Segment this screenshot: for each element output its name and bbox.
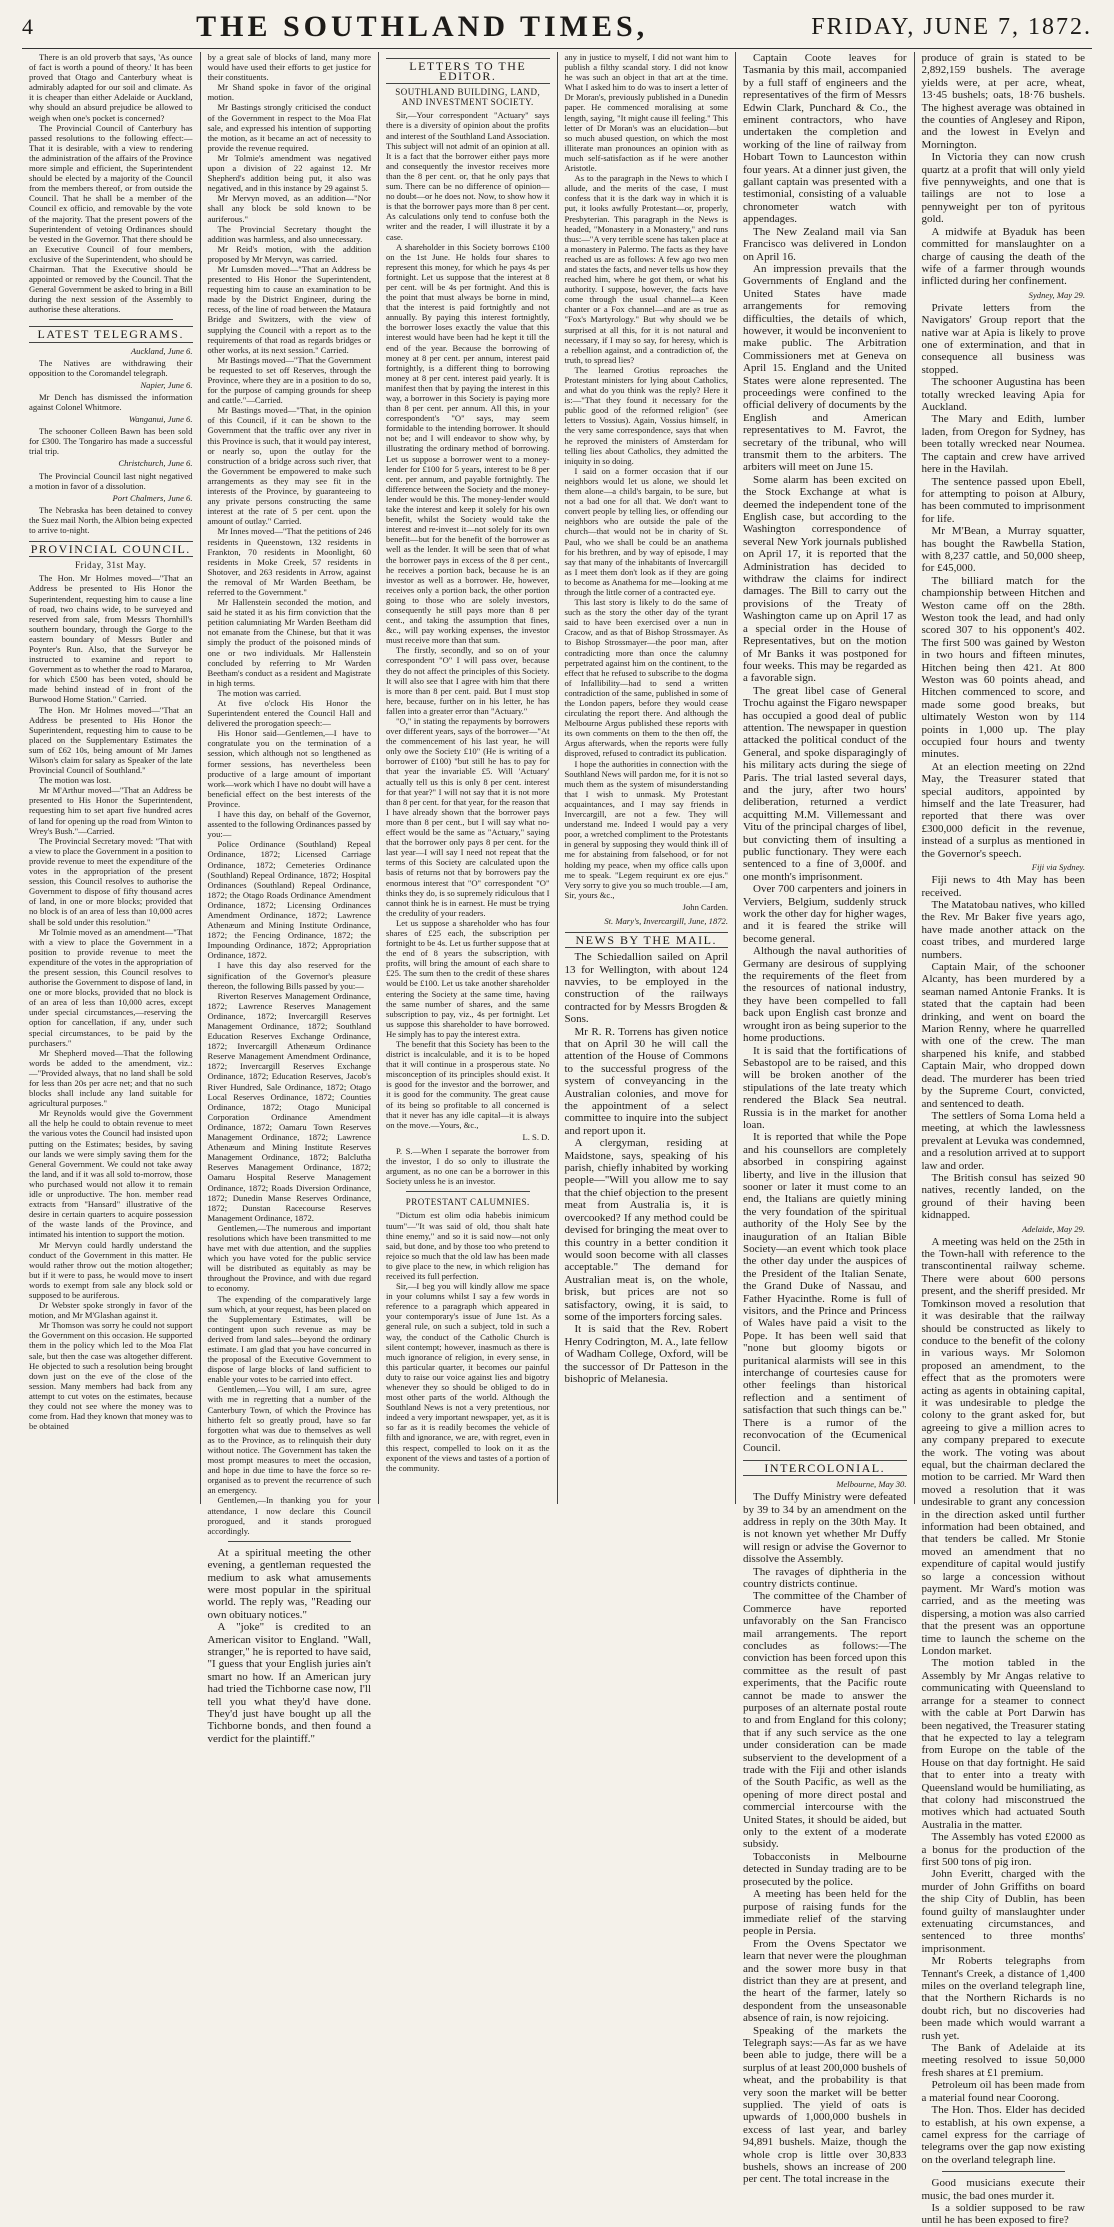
column-6 — [915, 52, 1093, 2227]
paragraph: Some alarm has been excited on the Stock Exchange at what is deemed the independent tone of the English case, but according to the Washington correspondence of several New York journals published on April 17, it is reported that the Administration has decided to withdraw the claims for indirect damages. The Bill to carry out the provisions of the Treaty of Washington came up on April 17 as a special order in the House of Representatives, but on the motion of Mr Banks it was postponed for four weeks. This may be regarded as a favorable sign. — [743, 473, 907, 685]
paragraph: The Duffy Ministry were defeated by 39 to 34 by an amendment on the address in reply on the 30th May. It is not known yet whether Mr Duffy will resign or advise the Governor to dissolve the Assembly. — [743, 1491, 907, 1566]
paragraph: In Victoria they can now crush quartz at a profit that will only yield five pennyweights, and one that is tailings are not to lose a pennyweight per ton of pyritous gold. — [921, 151, 1085, 226]
paragraph: Mr Reid's motion, with the addition proposed by Mr Mervyn, was carried. — [207, 243, 371, 264]
paragraph: It is reported that while the Pope and his counsellors are completely absorbed in conspiring against liberty, and live in the illusion that sooner or later it must come to an end, the Italians are quietly mining the very foundation of the spiritual authority of the Holy See by the inauguration of an Italian Bible Society—an event which took place the other day under the auspices of the President of the Italian Senate, the Grand Duke of Nassau, and Father Hyacinthe. Rome is full of visitors, and the Prince and Princess of Wales have paid a visit to the Pope. It has been well said that "none but gloomy bigots or puritanical alarmists will see in this interchange of courtesies cause for other feelings than historical reflection and a sentiment of satisfaction that such things can be." There is a rumor of the reconvocation of the Œcumenical Council. — [743, 1131, 907, 1454]
paragraph: The Bank of Adelaide at its meeting resolved to issue 50,000 fresh shares at £1 premium. — [921, 2042, 1085, 2079]
paragraph: Mr Thomson was sorry he could not support the Government on this occasion. He supported them in the policy which led to the Moa Flat sale, but then the case was altogether different. He objected to such a resolution being brought down just on the eve of the close of the session. Many members had back from any attempt to cut votes on the estimates, because they could not see where the money was to come from. Had they known that money was to be obtained — [29, 1320, 193, 1432]
paragraph: I have this day, on behalf of the Governor, assented to the following Ordinances passed by you:— — [207, 809, 371, 840]
signature: L. S. D. — [522, 1131, 550, 1142]
letter-subject: PROTESTANT CALUMNIES. — [405, 1197, 530, 1208]
paragraph: Gentlemen,—In thanking you for your attendance, I now declare this Council prorogued, and it stands prorogued accordingly. — [207, 1495, 371, 1536]
letter-subject: SOUTHLAND BUILDING, LAND, AND INVESTMENT SOCIETY. — [395, 87, 541, 108]
paragraph: Mr M'Bean, a Murray squatter, has bought the Rawbella Station, with 8,237 cattle, and 50,000 sheep, for £45,000. — [921, 525, 1085, 575]
paragraph: produce of grain is stated to be 2,892,159 bushels. The average yields were, at per acre, wheat, 13·45 bushels; oats, 18·76 bushels. The highest average was obtained in the counties of Anglesey and Ripon, and the lowest in Evelyn and Mornington. — [921, 52, 1085, 151]
divider — [49, 319, 173, 320]
paragraph: by a great sale of blocks of land, many more would have used their efforts to get justice for their constituents. — [207, 52, 371, 83]
paragraph: The schooner Colleen Bawn has been sold for £300. The Tongariro has made a successful trial trip. — [29, 426, 193, 457]
paragraph: The settlers of Soma Loma held a meeting, at which the lawlessness prevalent at Levuka was condemned, and a resolution arrived at to support law and order. — [921, 1109, 1085, 1172]
paragraph: Sir,—I beg you will kindly allow me space in your columns whilst I say a few words in reference to a paragraph which appeared in your contemporary's issue of June 1st. As a general rule, on such a subject, told in such a way, the conduct of the Catholic Church is silent contempt; however, inasmuch as there is much ignorance of religion, in every sense, in this particular quarter, it becomes our painful duty to raise our voice against lies and bigotry whenever they so should be obliged to do in most other parts of the world. Although the Southland News is not a very pretentious, nor indeed a very important newspaper, yet, as it is so far as it is readily becomes the vehicle of filth and ignorance, we are, with regret, even in this respect, compelled to look on it as the exponent of the views and tastes of a portion of the community. — [386, 1281, 550, 1473]
dateline: St. Mary's, Invercargill, June, 1872. — [604, 915, 728, 926]
paragraph: The Hon. Mr Holmes moved—"That an Address be presented to His Honor the Superintendent, requesting him to cause to be placed on the Supplementary Estimates the sum of £62 10s, being amount of Mr James Wilson's claim for salary as Speaker of the late Provincial Council of Southland." — [29, 704, 193, 776]
column-1 — [22, 52, 201, 1504]
paragraph: The expending of the comparatively large sum which, at your request, has been placed on the Supplementary Estimates, will be contingent upon such revenue as may be derived from land sales—beyond the ordinary estimate. I am glad that you have concurred in the proposal of the Executive Government to dispose of large blocks of land sufficient to enable your votes to be carried into effect. — [207, 1293, 371, 1385]
paragraph: Sir,—Your correspondent "Actuary" says there is a diversity of opinion about the profits and interest of the Southland Land Association. This subject will not admit of an opinion at all. It is a fact that the borrower either pays more and consequently the investor receives more than the 8 per cent. or, that he only pays that sum. There can be no difference of opinion—no doubt—or he does not. Now, to show how it is that the borrower pays more than 8 per cent. As calculations only tend to confuse both the writer and the reader, I will illustrate it by a case. — [386, 110, 550, 242]
paragraph: Mr Tolmie moved as an amendment—"That with a view to place the Government in a position to provide revenue to meet the expenditure of the votes in the appropriation of the present session, this Council resolves to authorise the Government to dispose of land, in one or more blocks, provided that no block is of an area of less than 10,000 acres, except under special circumstances,—reserving the option for cancellation, if any, under such special circumstances, to be paid by the purchasers." — [29, 926, 193, 1048]
page-number: 4 — [22, 14, 33, 39]
paragraph: A meeting was held on the 25th in the Town-hall with reference to the transcontinental railway scheme. There were about 600 persons present, and the sheriff presided. Mr Tomkinson moved a resolution that it was desirable that the railway should be constructed as likely to conduce to the benefit of the colony in various ways. Mr Solomon proposed an amendment, to the effect that as the promoters were acting as agents in obtaining capital, it was undesirable to pledge the colony to the grant asked for, but agreeing to give a million acres to any company prepared to execute the work. The voting was about equal, but the chairman declared the motion to be carried. Mr Ward then moved a resolution that it was undesirable to grant any concession in the direction asked until further information had been obtained, and that tenders be called. Mr Stonie moved an amendment that no expenditure of capital would justify so large a concession without payment. Mr Ward's motion was carried, and as the meeting was dispersing, a motion was also carried that the present was an opportune time to launch the scheme on the London market. — [921, 1235, 1085, 1658]
paragraph: The motion tabled in the Assembly by Mr Angas relative to communicating with Queensland to arrange for a steamer to connect with the cable at Port Darwin has been negatived, the Treasurer stating that he expected to lay a telegram from Europe on the table of the House on that day fortnight. He said that to enter into a treaty with Queensland would be humiliating, as that colony had misconstrued the motives which had actuated South Australia in the matter. — [921, 1657, 1085, 1831]
dateline: Fiji via Sydney. — [1031, 862, 1085, 873]
paragraph: any in justice to myself, I did not want him to publish a filthy scandal story. I did not know he was such an object in that art at the time. What I asked him to do was to insert a letter of Dr Moran's, previously published in a Dunedin paper. He commenced moralising at some length, saying, "It might cause ill feeling." This letter of Dr Moran's was an elucidation—but so much abused question, on which the most illiterate man pronounces an opinion with as much self-satisfaction as if he were another Aristotle. — [564, 52, 728, 174]
paragraph: The Hon. Thos. Elder has decided to establish, at his own expense, a camel express for the carriage of telegrams over the gap now existing on the overland telegraph line. — [921, 2104, 1085, 2166]
paragraph: Over 700 carpenters and joiners in Verviers, Belgium, suddenly struck work the other day for higher wages, and it is feared the strike will become general. — [743, 883, 907, 945]
paragraph: The committee of the Chamber of Commerce have reported unfavorably on the San Francisco mail arrangements. The report concludes as follows:—The conviction has been forced upon this committee as the result of past experiments, that the Pacific route cannot be made to answer the purposes of an alternate postal route to and from England for this colony; that if any such service as the one under consideration can be made subservient to the development of a trade with the Fiji and other islands of the South Pacific, as well as the opening of more direct postal and commercial intercourse with the United States, it should be aided, but only to the extent of a moderate subsidy. — [743, 1590, 907, 1851]
paragraph: Mr Shand spoke in favor of the original motion. — [207, 82, 371, 103]
paragraph: The billiard match for the championship between Hitchen and Weston came off on the 28th. Weston took the lead, and had only scored 307 to his opponent's 402. The first 500 was gained by Weston in two hours and fifteen minutes, Hitchen being then 421. At 800 Weston was 60 points ahead, and Hitchen commenced to score, and made some good breaks, but ultimately Weston won by 114 points in 1,000 up. The play occupied four hours and twenty minutes. — [921, 574, 1085, 761]
paragraph: Gentlemen,—The numerous and important resolutions which have been transmitted to me have met with due attention, and the supplies which you have voted for the public service will be distributed as equitably as may be throughout the Province, and with due regard to economy. — [207, 1222, 371, 1294]
paragraph: The Nebraska has been detained to convey the Suez mail North, the Albion being expected to arrive to-night. — [29, 504, 193, 536]
paragraph: "Dictum est olim odia habebis inimicum tuum"—"It was said of old, thou shalt hate thine enemy," and so it is said now—not only said, but done, and by those too who pretend to rejoice so much that the old law has been made to give place to the new, in which religion has received its full perfection. — [386, 1210, 550, 1281]
paragraph: Private letters from the Navigators' Group report that the native war at Apia is likely to prove one of extermination, and that in consequence all business was stopped. — [921, 301, 1085, 376]
paragraph: The Mary and Edith, lumber laden, from Oregon for Sydney, has been totally wrecked near Noumea. The captain and crew have arrived here in the Havilah. — [921, 413, 1085, 476]
paragraph: Fiji news to 4th May has been received. — [921, 874, 1085, 899]
paragraph: At a spiritual meeting the other evening, a gentleman requested the medium to ask what amusements were most popular in the spiritual world. The reply was, "Reading our own obituary notices." — [207, 1546, 371, 1621]
paragraph: The ravages of diphtheria in the country districts continue. — [743, 1565, 907, 1590]
paragraph: The benefit that this Society has been to the district is incalculable, and it is to be hoped that it will continue in a prosperous state. No misconception of its principles should exist. It is good for the investor and the borrower, and it is good for the community. The great cause of its being so profitable to all concerned is that it never has any idle capital—it is always on the move.—Yours, &c., — [386, 1039, 550, 1130]
column-4 — [558, 52, 737, 1504]
dateline: Port Chalmers, June 6. — [112, 492, 193, 503]
paragraph: Mr Dench has dismissed the information against Colonel Whitmore. — [29, 391, 193, 412]
signature: John Carden. — [682, 901, 728, 912]
paragraph: The Provincial Secretary thought the addition was harmless, and also unnecessary. — [207, 223, 371, 244]
paragraph: Dr Webster spoke strongly in favor of the motion, and Mr M'Glashan against it. — [29, 1300, 193, 1321]
paragraph: It is said that the Rev. Robert Henry Codrington, M. A., late fellow of Wadham College, Oxford, will be the successor of Dr Patteson in the bishopric of Melanesia. — [564, 1323, 728, 1385]
dateline: Melbourne, May 30. — [836, 1479, 907, 1489]
paragraph: The great libel case of General Trochu against the Figaro newspaper has occupied a good deal of public attention. The newspaper in question attacked the political conduct of the General, and spoke disparagingly of his military acts during the siege of Paris. The trial lasted several days, and the jury, after two hours' deliberation, returned a verdict acquitting M.M. Villemessant and Vitu of the principal charges of libel, but convicting them of insulting a public functionary. They were each sentenced to a fine of 3,000f. and one month's imprisonment. — [743, 684, 907, 883]
page-columns — [22, 52, 1092, 2227]
paragraph: Speaking of the markets the Telegraph says:—As far as we have been able to judge, there will be a surplus of at least 200,000 bushels of wheat, and the probability is that very soon the market will be better supplied. The yield of oats is upwards of 1,000,000 bushels in excess of last year, and barley 94,891 bushels. Maize, though the whole crop is little over 30,833 bushels, shows an increase of 200 per cent. The total increase in the — [743, 2024, 907, 2186]
dateline: Adelaide, May 29. — [1021, 1223, 1085, 1234]
paragraph: Mr M'Arthur moved—"That an Address be presented to His Honor the Superintendent, requesting him to set apart five hundred acres of land for opening up the road from Winton to Wrey's Bush."—Carried. — [29, 785, 193, 836]
paragraph: As to the paragraph in the News to which I allude, and the merits of the case, I must confess that it is the dark way in which it is put, it looks awfully Protestant—or, properly, Presbyterian. This paragraph in the News is headed, "Monastery in a Monastery," and runs thus:—"A very terrible scene has taken place at a monastery in Palermo. The facts as they have reached us are as follows: A few ago two men and states the facts, and never tells us how they reached him, where he got them, or what his authority. I suppose, however, the facts have come through the usual channel—a Keen chanter or a Fox channel—and are as true as "Fox's Martyrology." But why should we be surprised at all this, for it is not natural and necessary, if I may so say, for heresy, which is a rebellion against, and a contradiction of, the truth, to spread lies? — [564, 173, 728, 365]
column-5 — [736, 52, 915, 2186]
paragraph: The Matatobau natives, who killed the Rev. Mr Baker five years ago, have made another attack on the coast tribes, and murdered large numbers. — [921, 899, 1085, 961]
paragraph: An impression prevails that the Governments of England and the United States have made arrangements for removing difficulties, the details of which, however, it would be inconvenient to make public. The Arbitration Commissioners met at Geneva on April 15. England and the United States were alone represented. The proceedings were confined to the official delivery of documents by the English and American representatives to M. Favrot, the secretary of the tribunal, who will transmit them to the arbiters. The arbiters will meet on June 15. — [743, 262, 907, 474]
paragraph: Mr Bastings moved—"That the Government be requested to set off Reserves, through the Province, where they are in a position to do so, for the purpose of camping grounds for sheep and cattle."—Carried. — [207, 354, 371, 406]
paragraph: Petroleum oil has been made from a material found near Coorong. — [921, 2079, 1085, 2104]
paragraph: Let us suppose a shareholder who has four shares of £25 each, the subscription per fortnight to be 4s. Let us further suppose that at the end of 8 years the subscription, with profits, will bring the amount of each share to £25. The sum then to the credit of these shares would be £100. Let us take another shareholder entering the Society at the same time, having the same number of shares, and the same subscription to pay, viz., 4s per fortnight. Let us suppose this shareholder to have borrowed. He simply has to pay the interest extra. — [386, 917, 550, 1039]
paragraph: Is a soldier supposed to be raw until he has been exposed to fire? — [921, 2201, 1085, 2227]
divider — [228, 1541, 352, 1542]
paragraph: Captain Coote leaves for Tasmania by this mail, accompanied by a full staff of engineers and the representatives of the firm of Messrs Edwin Clark, Punchard & Co., the eminent contractors, who have undertaken the completion and working of the line of railway from Hobart Town to Launceston within four years. At a dinner just given, the gallant captain was presented with a testimonial, consisting of a valuable chronometer watch with appendages. — [743, 52, 907, 226]
masthead — [22, 6, 1092, 49]
paragraph: Mr Lumsden moved—"That an Address be presented to His Honor the Superintendent, requesting him to cause an examination to be made by the District Engineer, during the recess, of the line of road between the Mataura Bridge and Switzers, with the view of supplying the Council with a report as to the requirements of that road as regards bridges or other works, at its next session." Carried. — [207, 263, 371, 355]
paragraph: Captain Mair, of the schooner Alcanty, has been murdered by a seaman named Antonie Franks. It is stated that the captain had been drinking, and went on board the Marion Renny, where he quarrelled with one of the crew. The man sharpened his knife, and stabbed Captain Mair, who dropped down dead. The murderer has been tried by the Supreme Court, convicted, and sentenced to death. — [921, 961, 1085, 1110]
paragraph: At five o'clock His Honor the Superintendent entered the Council Hall and delivered the prorogation speech:— — [207, 698, 371, 729]
paragraph: Mr Bastings strongly criticised the conduct of the Government in respect to the Moa Flat sale, and expressed his intention of supporting the motion, as it became an act of necessity to provide the revenue required. — [207, 102, 371, 153]
paragraph: The Schiedallion sailed on April 13 for Wellington, with about 124 navvies, to be employed in the construction of the railways contracted for by Messrs Brogden & Sons. — [564, 951, 728, 1026]
session-date: Friday, 31st May. — [75, 560, 147, 571]
paragraph: At an election meeting on 22nd May, the Treasurer stated that special auditors, appointed by himself and the late Treasurer, had reported that there was over £300,000 deficit in the revenue, instead of a surplus as mentioned in the Governor's speech. — [921, 760, 1085, 860]
paragraph: The sentence passed upon Ebell, for attempting to poison at Albury, has been commuted to imprisonment for life. — [921, 475, 1085, 525]
paragraph: Mr Shepherd moved—That the following words be added to the amendment, viz.:—"Provided always, that no land shall be sold for less than 20s per acre net; and that no such blocks shall include any land suitable for agricultural purposes." — [29, 1047, 193, 1109]
paragraph: Mr Mervyn moved, as an addition—"Nor shall any block be sold known to be auriferous." — [207, 193, 371, 224]
paragraph: It is said that the fortifications of Sebastopol are to be raised, and this will be broken another of the stipulations of the late treaty which rendered the Black Sea neutral. Russia is in the market for another loan. — [743, 1044, 907, 1131]
section-heading-news-by-mail: NEWS BY THE MAIL. — [565, 932, 729, 948]
paragraph: The Provincial Council last night negatived a motion in favor of a dissolution. — [29, 470, 193, 491]
section-heading-latest-telegrams: LATEST TELEGRAMS. — [29, 326, 193, 342]
dateline: Sydney, May 29. — [1028, 289, 1085, 300]
section-heading-provincial-council: PROVINCIAL COUNCIL. — [30, 542, 191, 557]
dateline: Christchurch, June 6. — [118, 458, 193, 469]
paragraph: Good musicians execute their music, the bad ones murder it. — [921, 2177, 1085, 2202]
section-heading-intercolonial: INTERCOLONIAL. — [743, 1460, 907, 1476]
paragraph: The New Zealand mail via San Francisco was delivered in London on April 16. — [743, 225, 907, 263]
paragraph: Mr Bastings moved—"That, in the opinion of this Council, if it can be shown to the Government that the traffic over any river in this Province is such, that it would pay interest, or nearly so, upon the outlay for the construction of a bridge across such river, that the Government be empowered to make such arrangements as they may see fit in the interests of the Province, by guaranteeing to any private persons constructing the same interest at the rate of 5 per cent. upon the amount of outlay." Carried. — [207, 405, 371, 527]
paragraph: A clergyman, residing at Maidstone, says, speaking of his parish, chiefly inhabited by working people—"Will you allow me to say that the chief objection to the present meat from Australia is, it is overcooked? If any method could be devised for bringing the meat over to this country in a better condition it would soon become with all classes acceptable." The demand for Australian meat is, on the whole, brisk, but prices are not so satisfactory, owing, it is said, to some of the importers forcing sales. — [564, 1137, 728, 1323]
paragraph: Mr Hallenstein seconded the motion, and said he stated it as his firm conviction that the petition calumniating Mr Warden Beetham did not emanate from the Chinese, but that it was simply the product of the poisoned minds of one or two individuals. Mr Hallenstein concluded by referring to Mr Warden Beetham's conduct as a resident and Magistrate in high terms. — [207, 597, 371, 688]
divider — [406, 1191, 530, 1192]
paragraph: Mr R. R. Torrens has given notice that on April 30 he will call the attention of the House of Commons to the successful progress of the system of conveyancing in the Australian colonies, and move for the appointment of a select committee to inquire into the subject and report upon it. — [564, 1025, 728, 1137]
paragraph: Mr Reynolds would give the Government all the help he could to obtain revenue to meet the various votes the Council had insisted upon putting on the Estimates; besides, by saving our lands we were simply saving them for the General Government. We could not take away the land, and if it was all sold to-morrow, those who purchased would not allow it to remain idle or unproductive. The hon. member read extracts from "Hansard" illustrative of the desire in certain quarters to acquire possession of the waste lands of the Province, and intimated his intention to support the motion. — [29, 1108, 193, 1240]
paragraph: "O," in stating the repayments by borrowers over different years, says of the borrower—"At the commencement of his last year, he will only owe the Society £10" (He is writing of a borrower of £100) "but still he has to pay for that year the invariable £5. Will 'Actuary' actually tell us this is only 8 per cent. interest for that year?" I will not say that it is not more than 8 per cent. for that year, for the reason that I have already shown that the borrower pays more than 8 per cent., but I will say what no-effect would be the same as "Actuary," saying that the borrower only pays 8 per cent. for the last year—I will say I need not repeat that the terms of this Society are calculated upon the basis of returns not that by borrowers pay the enormous interest that "O" correspondent "O" thinks they do, is so supremely ridiculous that I cannot think he is in earnest. He must be trying the credulity of your readers. — [386, 716, 550, 918]
paragraph: Gentlemen,—You will, I am sure, agree with me in regretting that a number of the Canterbury Town, of which the Province has hitherto felt so greatly proud, have so far forgotten what was due to themselves as well as to the Province, as to relinquish their duty without notice. The Government has taken the most prompt measures to meet the occasion, and hope in due time to have the force so re-organised as to prevent the recurrence of such an emergency. — [207, 1384, 371, 1496]
paragraph: The schooner Augustina has been totally wrecked leaving Apia for Auckland. — [921, 376, 1085, 414]
paragraph: Mr Innes moved—"That the petitions of 246 residents in Queenstown, 132 residents in Frankton, 70 residents in Moonlight, 60 residents in Moke Creek, 57 residents in Shotover, and 263 residents in Arrow, against the removal of Mr Warden Beetham, be referred to the Government." — [207, 526, 371, 597]
paragraph: The Provincial Secretary moved: "That with a view to place the Government in a position to provide revenue to meet the expenditure of the votes in the appropriation of the present session, this Council resolves to authorise the Government to dispose of fifty thousand acres of land, in one or more blocks; provided that no block is of an area of less than 10,000 acres shall be sold under this resolution." — [29, 835, 193, 927]
paragraph: Mr Roberts telegraphs from Tennant's Creek, a distance of 1,400 miles on the overland telegraph line, that the Northern Richards is no doubt rich, but no discoveries had been made which would warrant a rush yet. — [921, 1955, 1085, 2042]
paragraph: His Honor said—Gentlemen,—I have to congratulate you on the termination of a session, which although not so lengthened as former sessions, has nevertheless been productive of a large amount of important work—work which I have no doubt will have a beneficial effect on the best interests of the Province. — [207, 728, 371, 809]
paragraph: I said on a former occasion that if our neighbors would let us alone, we should let them alone—a child's bargain, to be sure, but not a bad one for all that. We don't want to convert people by telling lies, or offending our neighbors who are outside the pale of the church—that would not be in charity of St. Paul, who we shall be could be an anathema for his brethren, and by way of episode, I may say that many of the inhabitants of Invercargill as I meet them don't look as if they are going to become as Anathema for me—looking at me through the little corner of a contracted eye. — [564, 465, 728, 597]
paragraph: The Natives are withdrawing their opposition to the Coromandel telegraph. — [29, 357, 193, 378]
paragraph: The British consul has seized 90 natives, recently landed, on the ground of their having been kidnapped. — [921, 1171, 1085, 1222]
paragraph: A midwife at Byaduk has been committed for manslaughter on a charge of causing the death of the wife of a farmer through wounds inflicted during her confinement. — [921, 225, 1085, 288]
paragraph: Although the naval authorities of Germany are desirous of supplying the requirements of the fleet from the resources of national industry, they have been compelled to fall back upon English cast bronze and wrought iron as being superior to the home productions. — [743, 945, 907, 1045]
dateline: Auckland, June 6. — [130, 345, 193, 356]
column-3 — [379, 52, 558, 1504]
paragraph: The Provincial Council of Canterbury has passed resolutions to the following effect:—That it is desirable, with a view to rendering the administration of the affairs of the Province more simple and efficient, the Superintendent should be elected by a majority of the Council from the members thereof, or from outside the Council. That he shall be a member of the Council ex officio, and removable by the vote of the majority. That the present powers of the Superintendent of vetoing Ordinances should be vested in the Governor. That there should be an Executive Council of four members, exclusive of the Superintendent, who should be Chairman. That the Executive should be appointed or removed by the Council. That the General Government be asked to bring in a Bill during the next session of the Assembly to authorise these alterations. — [29, 122, 193, 315]
paragraph: Riverton Reserves Management Ordinance, 1872; Lawrence Reserves Management Ordinance, 1872; Invercargill Reserves Management Ordinance, 1872; Southland Education Reserves Exchange Ordinance, 1872; Invercargill Athenæum Ordinance Reserve Management Amendment Ordinance, 1872; Invercargill Reserves Exchange Ordinance, 1872; Education Reserves, Jacob's River Hundred, Sale Ordinance, 1872; Otago Local Reserves Ordinance, 1872; Counties Ordinance, 1872; Otago Municipal Corporation Ordinance Amendment Ordinance, 1872; Oamaru Town Reserves Management Ordinance, 1872; Lawrence Athenæum and Mining Institute Reserves Management Ordinance, 1872; Balclutha Reserves Management Ordinance, 1872; Oamaru Hospital Reserve Management Ordinance, 1872; Roads Diversion Ordinance, 1872; Dunedin Manse Reserves Ordinance, 1872; Dunstan Racecourse Reserves Management Ordinance, 1872. — [207, 990, 371, 1223]
column-2 — [201, 52, 380, 1745]
paragraph: P. S.—When I separate the borrower from the investor, I do so only to illustrate the argument, as no one can be a borrower in this Society unless he is an investor. — [386, 1145, 550, 1187]
section-heading-letters: LETTERS TO THE EDITOR. — [386, 58, 550, 84]
paragraph: John Everitt, charged with the murder of John Griffiths on board the ship City of Dublin, has been found guilty of manslaughter under extenuating circumstances, and sentenced to three months' imprisonment. — [921, 1868, 1085, 1955]
paragraph: The motion was lost. — [39, 775, 112, 786]
paragraph: I have this day also reserved for the signification of the Governor's pleasure thereon, the following Bills passed by you:— — [207, 960, 371, 991]
dateline: Wanganui, June 6. — [128, 414, 193, 425]
paragraph: A shareholder in this Society borrows £100 on the 1st June. He holds four shares to represent this money, for which he pays 4s per fortnight. Let us suppose that the interest at 8 per cent. will be 4s per fortnight. And this is the point that must always be borne in mind, that the interest is paid fortnightly and not annually. By paying this interest fortnightly, the borrower loses exactly the value that this interest would have been had he kept it till the end of the year. Because the borrowing of money at 8 per cent. per annum, interest paid fortnightly, is a different thing to borrowing money at 8 per cent. interest paid yearly. It is manifest then that by paying the interest in this way, a borrower in this Society is paying more than 8 per cent. per annum. All this, in your correspondent's "O" says, may seem formidable to the intending borrower. It should not be; and I will endeavor to show why, by illustrating the ordinary method of borrowing. Let us suppose a borrower went to a money-lender for £100 for 5 years, interest to be 8 per cent. per annum, and payable fortnightly. The difference between the Society and the money-lender would be this. The money-lender would take the interest and keep it solely for his own benefit, whilst the Society would take the interest and re-invest it—not solely for its own benefit—but for the benefit of the borrower as well as the lender. It will be seen that of what the borrower pays in excess of the 8 per cent., he receives a portion back, because he is an investor as well as a borrower. He, however, receives only a portion back, the other portion going to those who are solely investors, consequently he still pays more than 8 per cent., and taking the assumption that fines, &c., will pay working expenses, the investor must receive more than that sum. — [386, 241, 550, 646]
paragraph: A meeting has been held for the purpose of raising funds for the immediate relief of the starving people in Persia. — [743, 1888, 907, 1938]
paragraph: The Hon. Mr Holmes moved—"That an Address be presented to His Honor the Superintendent, requesting him to cause a line of road, two chains wide, to be surveyed and reserved from sale, from Messrs Thornhill's southern boundary, through the Gorge to the eastern boundary of Messrs Butler and Poynter's Run. Also, that the Surveyor be instructed to examine and report to Government as to whether the road to Mararoa, for which £500 has been voted, should be made behind instead of in front of the Burwood Home Station." Carried. — [29, 573, 193, 705]
paragraph: Mr Tolmie's amendment was negatived upon a division of 22 against 12. Mr Shepherd's addition being put, it also was negatived, and in this instance by 29 against 5. — [207, 152, 371, 194]
paragraph: From the Ovens Spectator we learn that never were the ploughman and the sower more busy in that district than they are at present, and the heart of the farmer, lately so despondent from the unseasonable absence of rain, is now rejoicing. — [743, 1937, 907, 2025]
newspaper-title: THE SOUTHLAND TIMES, — [196, 10, 649, 43]
paragraph: Tobacconists in Melbourne detected in Sunday trading are to be prosecuted by the police. — [743, 1850, 907, 1888]
paragraph: Police Ordinance (Southland) Repeal Ordinance, 1872; Licensed Carriage Ordinance, 1872; Cemeteries Ordinance (Southland) Repeal Ordinance, 1872; Hospital Ordinances (Southland) Repeal Ordinance, 1872; the Otago Roads Ordinance Amendment Ordinance, 1872; Licensing Ordinances Amendment Ordinance, 1872; Lawrence Athenæum and Mining Institute Ordinance, 1872; the Fencing Ordinance, 1872; the Impounding Ordinance, 1872; Appropriation Ordinance, 1872. — [207, 839, 371, 961]
paragraph: The learned Grotius reproaches the Protestant ministers for lying about Catholics, and what do you think was the reply? Here it is:—"That they found it necessary for the public good of the reformed religion" (see letters to Vossius). Again, Vossius himself, in the very same correspondence, says that when he reproved the ministers of Amsterdam for telling lies about Catholics, they admitted the iniquity in so doing. — [564, 364, 728, 466]
paragraph: The Assembly has voted £2000 as a bonus for the production of the first 500 tons of pig iron. — [921, 1831, 1085, 1868]
paragraph: I hope the authorities in connection with the Southland News will pardon me, for it is not so much them as the system of misunderstanding that I wish to unmask. My Protestant acquaintances, and I may say friends in Invercargill, are not a few. They will understand me. Indeed I would pay a very poor, a wretched compliment to the Protestants in general by supposing they would think ill of me for abstaining from falsehood, or for not holding my peace, when my office calls upon me to speak. "Legem requirunt ex ore ejus." Very sorry to give you so much trouble.—I am, Sir, yours &c., — [564, 758, 728, 900]
paragraph: A "joke" is credited to an American visitor to England. "Wall, stranger," he is reported to have said, "I guess that your English juries ain't smart no how. If an American jury had tried the Tichborne case now, I'll tell you what they'd have done. They'd just have bought up all the Tichborne bonds, and then found a verdict for the plaintiff." — [207, 1621, 371, 1745]
issue-date: FRIDAY, JUNE 7, 1872. — [811, 13, 1092, 40]
dateline: Napier, June 6. — [140, 379, 193, 390]
paragraph: Mr Mervyn could hardly understand the conduct of the Government in this matter. He would rather throw out the motion altogether; but if it were to pass, he would move to insert words to exempt from sale any block sold or supposed to be auriferous. — [29, 1239, 193, 1300]
paragraph: The firstly, secondly, and so on of your correspondent "O" I will pass over, because they do not affect the principles of this Society. It will also see that I agree with him that there is more than 8 per cent. paid. But I must stop here, because, further on in his letter, he has fallen into a greater error than "Actuary." — [386, 645, 550, 716]
paragraph: This last story is likely to do the same of such as the story the other day of the tyrant said to have been exercised over a nun in Cracow, and as that of Bishop Strossmayer. As to Bishop Strossmayer—the poor man, after contradicting more than once the calumny perpetrated against him on the continent, to the effect that he refused to subscribe to the dogma of Infallibility—had to send a written contradiction of the same, published in some of the London papers, before they would cease circulating the report there. And although the Melbourne Argus published these reports with its own comments on them to the then off, the Argus afterwards, when the reports were fully disproved, refused to contradict its publication. — [564, 597, 728, 759]
paragraph: The motion was carried. — [217, 687, 302, 698]
divider — [942, 2171, 1066, 2172]
paragraph: There is an old proverb that says, 'As ounce of fact is worth a pound of theory.' It has been proved that Otago and Canterbury wheat is admirably adapted for our soil and climate. As it is cheaper than either Adelaide or Auckland, why should an absurd prejudice be allowed to weigh when one's pocket is concerned? — [29, 52, 193, 123]
